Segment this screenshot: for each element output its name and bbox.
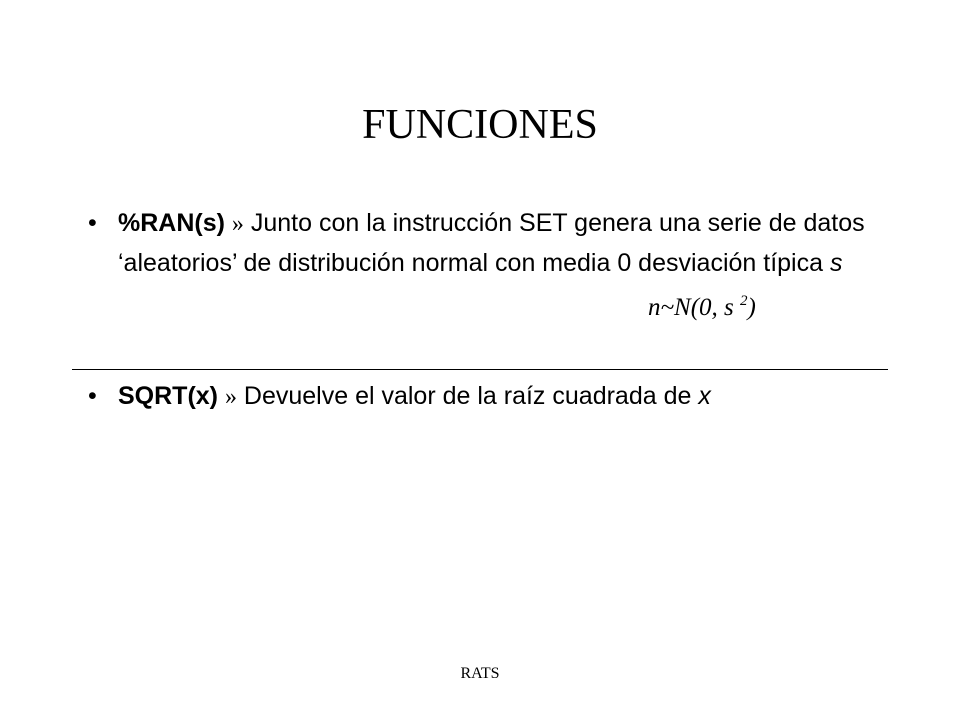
bullet-body (118, 204, 888, 283)
slide-title: FUNCIONES (362, 102, 598, 148)
distribution-formula (648, 282, 756, 327)
formula-exponent: 2 (740, 293, 748, 309)
variable-name: s (829, 249, 843, 277)
bullet-item-sqrt (88, 377, 888, 417)
bullet-description: Junto con la instrucción SET genera una serie de datos ‘aleatorios’ de distribución normal con media 0 desviación típica (118, 209, 865, 277)
variable-name: x (698, 382, 711, 410)
divider-line (72, 369, 888, 370)
slide-footer: RATS (460, 665, 500, 682)
formula-close: ) (747, 294, 756, 321)
formula-lhs: n (648, 294, 661, 321)
arrow-symbol: » (224, 384, 237, 410)
bullet-body (118, 377, 888, 417)
bullet-description: Devuelve el valor de la raíz cuadrada de (236, 382, 699, 410)
function-keyword: SQRT(x) (118, 382, 218, 410)
bullet-dot: • (88, 209, 97, 237)
function-keyword: %RAN(s) (118, 209, 225, 237)
formula-tilde: ~ (660, 294, 675, 321)
arrow-symbol: » (231, 211, 244, 237)
formula-distribution: N(0, s (674, 294, 741, 321)
bullet-dot: • (88, 382, 97, 410)
bullet-item-ran (88, 204, 888, 324)
